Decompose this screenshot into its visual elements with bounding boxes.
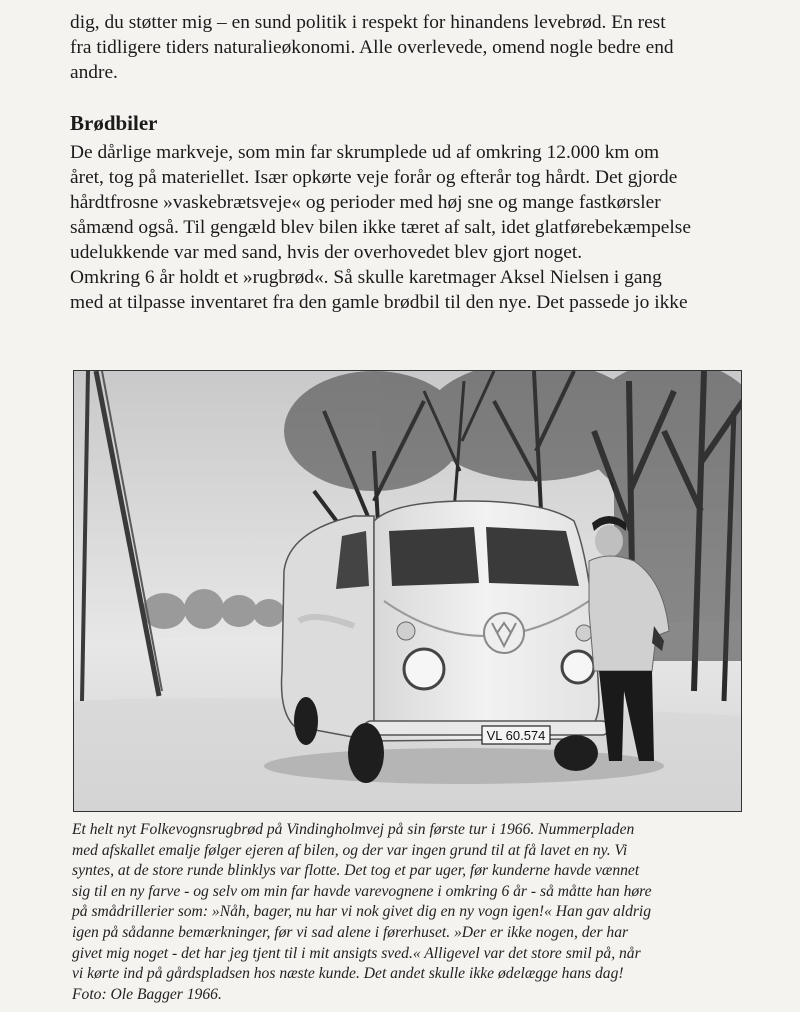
intro-paragraph	[70, 10, 742, 85]
van-photo-illustration	[74, 371, 742, 812]
text-line: såmænd også. Til gengæld blev bilen ikke tæret af salt, idet glatførebekæmpelse	[70, 217, 691, 238]
caption-line: igen på sådanne bemærkninger, før vi sad alene i førerhuset. »Der er ikke nogen, der har	[72, 923, 629, 941]
text-line: De dårlige markveje, som min far skrumplede ud af omkring 12.000 km om	[70, 142, 660, 163]
caption-line: givet mig noget - det har jeg tjent til i mit ansigts sved.« Alligevel var det store smil på, når	[72, 944, 641, 962]
caption-line: sig til en ny farve - og selv om min far havde varevognene i omkring 6 år - så måtte han høre	[72, 882, 652, 900]
text-line: dig, du støtter mig – en sund politik i respekt for hinandens levebrød. En rest	[70, 12, 666, 33]
caption-line: Et helt nyt Folkevognsrugbrød på Vindingholmvej på sin første tur i 1966. Nummerpladen	[72, 821, 635, 838]
paragraph-rugbrod	[70, 265, 742, 315]
text-line: fra tidligere tiders naturalieøkonomi. Alle overlevede, omend nogle bedre end	[70, 37, 674, 58]
photo-caption	[72, 820, 744, 1005]
license-plate-text: VL 60.574	[486, 728, 546, 743]
text-line: hårdtfrosne »vaskebrætsveje« og perioder med høj sne og mange fastkørsler	[70, 192, 661, 213]
text-line: udelukkende var med sand, hvis der overhovedet blev gjort noget.	[70, 242, 583, 263]
text-line: Omkring 6 år holdt et »rugbrød«. Så skulle karetmager Aksel Nielsen i gang	[70, 267, 662, 288]
text-line: året, tog på materiellet. Især opkørte veje forår og efterår tog hårdt. Det gjorde	[70, 167, 678, 188]
section-heading: Brødbiler	[70, 111, 158, 135]
caption-line: med afskallet emalje følger ejeren af bilen, og der var ingen grund til at få lavet en ny. Vi	[72, 841, 628, 859]
text-line: med at tilpasse inventaret fra den gamle brødbil til den nye. Det passede jo ikke	[70, 292, 688, 313]
caption-line: på smådrillerier som: »Nåh, bager, nu har vi nok givet dig en ny vogn igen!« Han gav aldrig	[72, 903, 652, 921]
caption-credit: Foto: Ole Bagger 1966.	[72, 985, 222, 1003]
paragraph-roads	[70, 140, 742, 265]
text-line: andre.	[70, 62, 118, 83]
caption-line: syntes, at de store runde blinklys var flotte. Det tog et par uger, før kunderne havde vænnet	[72, 862, 640, 880]
van-photograph	[73, 370, 742, 812]
caption-line: vi kørte ind på gårdspladsen hos næste kunde. Det andet skulle ikke ødelægge hans dag!	[72, 965, 624, 983]
